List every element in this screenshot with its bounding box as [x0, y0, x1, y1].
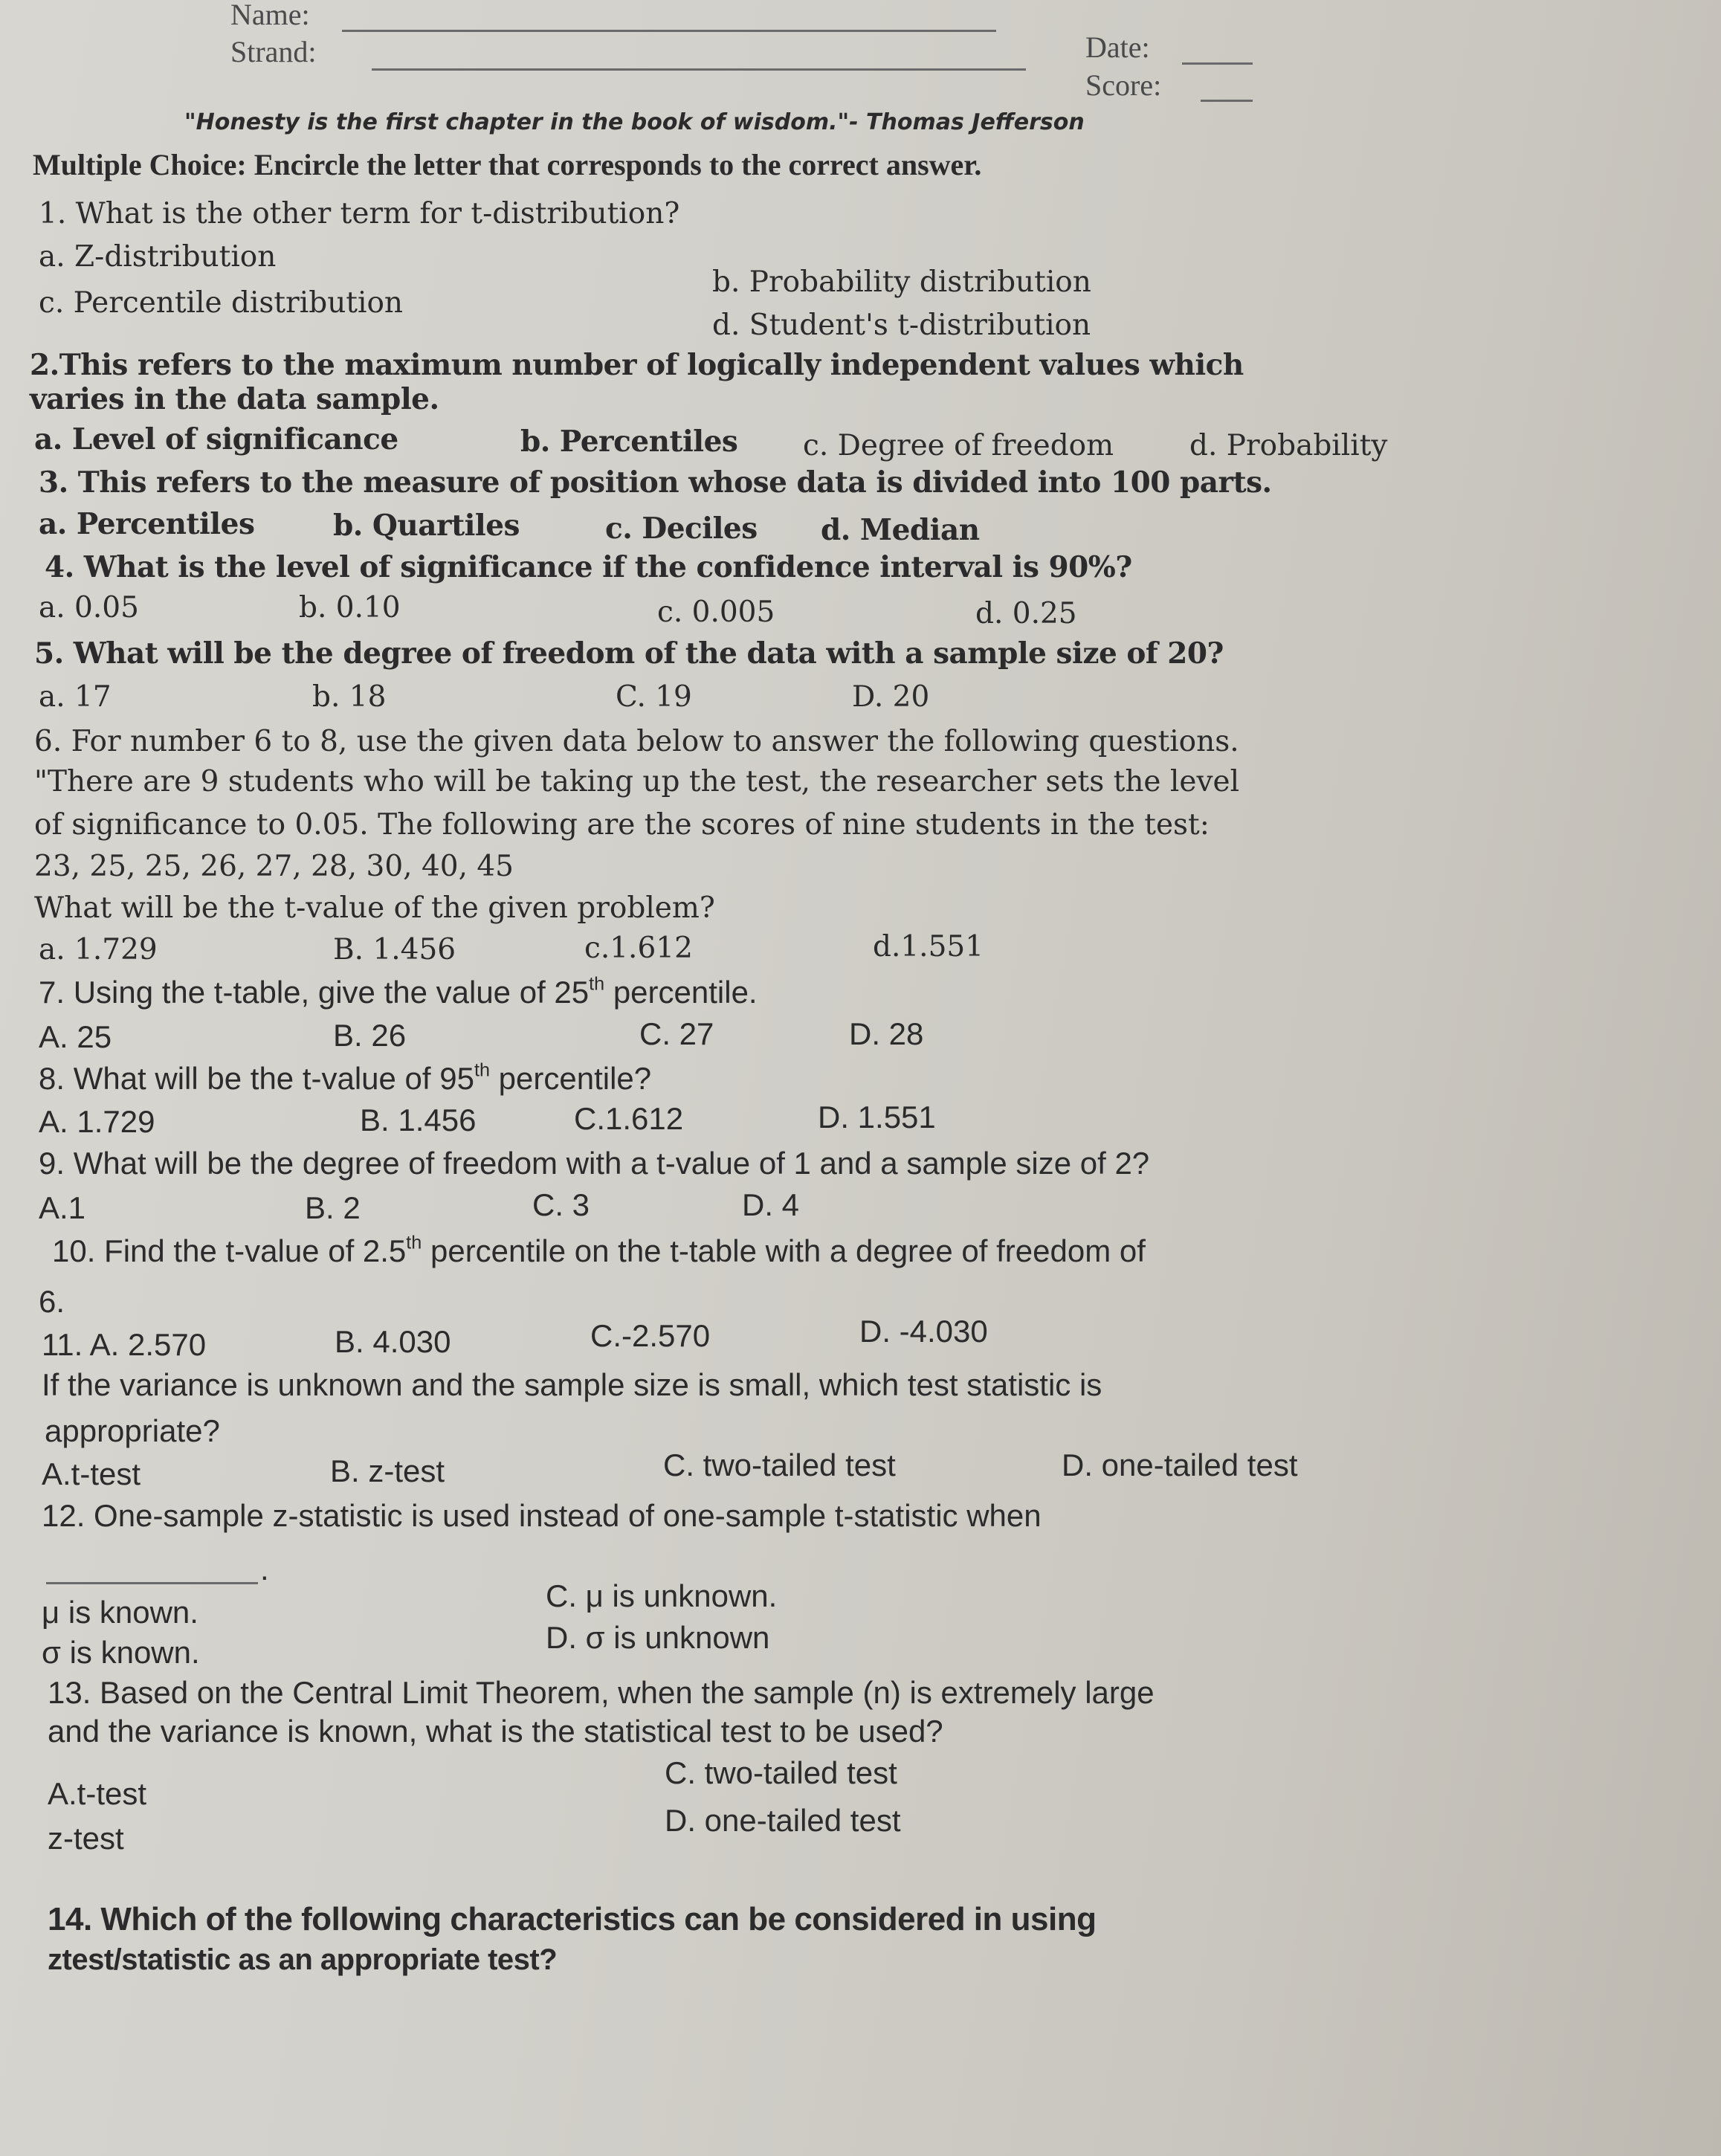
q5-option-d[interactable]: D. 20	[852, 680, 930, 714]
question-13-line-1: 13. Based on the Central Limit Theorem, when the sample (n) is extremely large	[48, 1675, 1155, 1710]
q7-text-end: percentile.	[604, 975, 758, 1010]
q12-answer-blank[interactable]	[46, 1582, 258, 1584]
q6-option-b[interactable]: B. 1.456	[333, 933, 456, 966]
q12-option-a[interactable]: μ is known.	[42, 1595, 198, 1630]
q8-option-a[interactable]: A. 1.729	[39, 1104, 155, 1139]
q13-option-a[interactable]: A.t-test	[48, 1776, 147, 1811]
q1-option-a[interactable]: a. Z-distribution	[39, 240, 277, 274]
date-label: Date:	[1085, 30, 1150, 64]
question-2-line-2: varies in the data sample.	[30, 382, 439, 416]
question-6-line-3: of significance to 0.05. The following are the scores of nine students in the test:	[34, 808, 1210, 842]
q3-option-d[interactable]: d. Median	[821, 513, 980, 547]
quote: "Honesty is the first chapter in the book of wisdom."- Thomas Jefferson	[184, 109, 1085, 135]
q7-sup: th	[589, 973, 605, 995]
q10-option-a[interactable]: 11. A. 2.570	[42, 1327, 207, 1362]
q7-text: 7. Using the t-table, give the value of 25	[39, 975, 590, 1010]
q9-option-a[interactable]: A.1	[39, 1190, 86, 1225]
q11-option-d[interactable]: D. one-tailed test	[1062, 1447, 1298, 1482]
q11-option-a[interactable]: A.t-test	[42, 1456, 141, 1491]
q8-text-end: percentile?	[490, 1061, 652, 1096]
q5-option-c[interactable]: C. 19	[616, 680, 692, 714]
question-7	[39, 973, 758, 1010]
strand-label: Strand:	[230, 35, 317, 68]
q9-option-d[interactable]: D. 4	[742, 1187, 800, 1222]
q3-option-a[interactable]: a. Percentiles	[39, 507, 255, 541]
score-label: Score:	[1085, 68, 1162, 102]
q7-option-a[interactable]: A. 25	[39, 1019, 112, 1054]
question-6-line-2: "There are 9 students who will be taking up the test, the researcher sets the level	[34, 765, 1240, 798]
q12-option-c[interactable]: C. μ is unknown.	[546, 1578, 778, 1613]
q4-option-a[interactable]: a. 0.05	[39, 591, 139, 624]
q3-option-b[interactable]: b. Quartiles	[333, 509, 520, 543]
q5-option-b[interactable]: b. 18	[312, 680, 387, 714]
q8-option-d[interactable]: D. 1.551	[818, 1100, 936, 1135]
question-9: 9. What will be the degree of freedom with a t-value of 1 and a sample size of 2?	[39, 1146, 1150, 1181]
q8-option-b[interactable]: B. 1.456	[360, 1103, 477, 1137]
q3-option-c[interactable]: c. Deciles	[605, 511, 758, 546]
question-1: 1. What is the other term for t-distribution?	[39, 197, 680, 230]
question-10-line-2: 6.	[39, 1284, 65, 1319]
question-8	[39, 1059, 652, 1096]
q1-option-b[interactable]: b. Probability distribution	[712, 265, 1091, 299]
q4-option-d[interactable]: d. 0.25	[975, 597, 1077, 630]
q8-option-c[interactable]: C.1.612	[574, 1101, 684, 1136]
q2-option-b[interactable]: b. Percentiles	[520, 425, 738, 459]
question-2-line-1: 2.This refers to the maximum number of logically independent values which	[30, 348, 1244, 382]
q2-option-d[interactable]: d. Probability	[1189, 429, 1388, 462]
q10-text-end: percentile on the t-table with a degree of freedom of	[422, 1233, 1146, 1268]
question-14-line-2: ztest/statistic as an appropriate test?	[48, 1943, 558, 1976]
question-13-line-2: and the variance is known, what is the statistical test to be used?	[48, 1714, 943, 1749]
q4-option-c[interactable]: c. 0.005	[657, 596, 775, 629]
q10-text: 10. Find the t-value of 2.5	[52, 1233, 407, 1268]
q1-option-d[interactable]: d. Student's t-distribution	[712, 309, 1091, 342]
question-3: 3. This refers to the measure of position whose data is divided into 100 parts.	[39, 465, 1272, 500]
date-field[interactable]	[1182, 62, 1253, 65]
strand-field[interactable]	[372, 68, 1026, 71]
q7-option-d[interactable]: D. 28	[849, 1016, 924, 1051]
q12-option-d[interactable]: D. σ is unknown	[546, 1620, 770, 1655]
q13-option-c[interactable]: C. two-tailed test	[665, 1755, 897, 1790]
q8-text: 8. What will be the t-value of 95	[39, 1061, 474, 1096]
q13-option-b[interactable]: z-test	[48, 1821, 124, 1856]
question-11-line-2: appropriate?	[45, 1413, 220, 1448]
question-6-prompt: What will be the t-value of the given problem?	[34, 891, 715, 925]
q8-sup: th	[474, 1059, 490, 1081]
instructions: Multiple Choice: Encircle the letter that corresponds to the correct answer.	[33, 148, 982, 181]
q11-option-b[interactable]: B. z-test	[330, 1453, 445, 1488]
q9-option-c[interactable]: C. 3	[532, 1187, 590, 1222]
q6-option-d[interactable]: d.1.551	[873, 930, 984, 964]
q6-option-a[interactable]: a. 1.729	[39, 933, 158, 966]
q9-option-b[interactable]: B. 2	[305, 1190, 361, 1225]
question-5: 5. What will be the degree of freedom of the data with a sample size of 20?	[34, 636, 1224, 671]
score-field[interactable]	[1201, 100, 1253, 102]
question-11-line-1: If the variance is unknown and the sample size is small, which test statistic is	[42, 1367, 1102, 1402]
q10-option-b[interactable]: B. 4.030	[335, 1324, 451, 1359]
q12-blank-period: .	[260, 1552, 269, 1587]
q1-option-c[interactable]: c. Percentile distribution	[39, 286, 404, 320]
question-14-line-1: 14. Which of the following characteristics can be considered in using	[48, 1901, 1097, 1937]
q5-option-a[interactable]: a. 17	[39, 680, 112, 714]
question-6-line-1: 6. For number 6 to 8, use the given data below to answer the following questions.	[34, 725, 1239, 758]
q10-option-d[interactable]: D. -4.030	[859, 1314, 988, 1349]
q6-option-c[interactable]: c.1.612	[584, 932, 693, 965]
q4-option-b[interactable]: b. 0.10	[299, 591, 401, 624]
q10-option-c[interactable]: C.-2.570	[590, 1318, 711, 1353]
q12-option-b[interactable]: σ is known.	[42, 1635, 200, 1670]
question-10	[52, 1232, 1146, 1268]
q10-sup: th	[406, 1232, 422, 1253]
q7-option-b[interactable]: B. 26	[333, 1018, 407, 1053]
question-4: 4. What is the level of significance if the confidence interval is 90%?	[45, 550, 1132, 584]
q7-option-c[interactable]: C. 27	[639, 1016, 714, 1051]
q2-option-a[interactable]: a. Level of significance	[34, 422, 398, 456]
q11-option-c[interactable]: C. two-tailed test	[663, 1447, 896, 1482]
question-6-data: 23, 25, 25, 26, 27, 28, 30, 40, 45	[34, 850, 514, 883]
name-field[interactable]	[342, 30, 996, 32]
q2-option-c[interactable]: c. Degree of freedom	[803, 429, 1114, 462]
question-12: 12. One-sample z-statistic is used instead of one-sample t-statistic when	[42, 1498, 1042, 1533]
q13-option-d[interactable]: D. one-tailed test	[665, 1803, 901, 1838]
name-label: Name:	[230, 0, 310, 31]
